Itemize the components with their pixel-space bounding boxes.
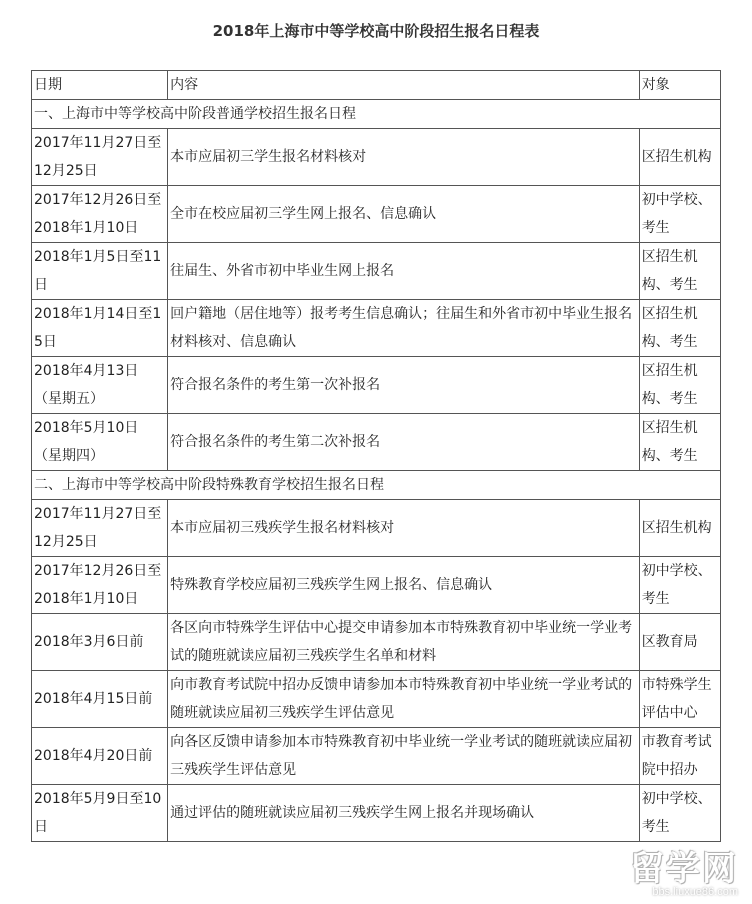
content-cell: 往届生、外省市初中毕业生网上报名	[168, 243, 640, 300]
table-row	[32, 186, 721, 243]
target-cell: 区招生机构、考生	[639, 300, 720, 357]
content-cell: 通过评估的随班就读应届初三残疾学生网上报名并现场确认	[168, 785, 640, 842]
content-cell: 本市应届初三残疾学生报名材料核对	[168, 500, 640, 557]
target-cell: 区招生机构、考生	[639, 243, 720, 300]
target-cell: 初中学校、考生	[639, 785, 720, 842]
date-cell: 2018年4月20日前	[32, 728, 168, 785]
content-cell: 本市应届初三学生报名材料核对	[168, 129, 640, 186]
target-cell: 区教育局	[639, 614, 720, 671]
site-watermark	[630, 841, 738, 898]
content-cell: 各区向市特殊学生评估中心提交申请参加本市特殊教育初中毕业统一学业考试的随班就读应届初三残疾学生名单和材料	[168, 614, 640, 671]
target-cell: 市特殊学生评估中心	[639, 671, 720, 728]
section-row	[32, 471, 721, 500]
table-row	[32, 785, 721, 842]
content-cell: 特殊教育学校应届初三残疾学生网上报名、信息确认	[168, 557, 640, 614]
date-cell: 2017年12月26日至2018年1月10日	[32, 186, 168, 243]
table-row	[32, 500, 721, 557]
content-cell: 向市教育考试院中招办反馈申请参加本市特殊教育初中毕业统一学业考试的随班就读应届初三残疾学生评估意见	[168, 671, 640, 728]
table-row	[32, 129, 721, 186]
header-date: 日期	[32, 71, 168, 100]
target-cell: 区招生机构	[639, 129, 720, 186]
table-row	[32, 728, 721, 785]
table-row	[32, 357, 721, 414]
date-cell: 2018年1月5日至11日	[32, 243, 168, 300]
content-cell: 符合报名条件的考生第一次补报名	[168, 357, 640, 414]
header-row	[32, 71, 721, 100]
target-cell: 区招生机构、考生	[639, 357, 720, 414]
section-title-special: 二、上海市中等学校高中阶段特殊教育学校招生报名日程	[32, 471, 721, 500]
target-cell: 区招生机构、考生	[639, 414, 720, 471]
watermark-logo-text: 留学网	[630, 849, 738, 889]
date-cell: 2018年5月9日至10日	[32, 785, 168, 842]
table-row	[32, 300, 721, 357]
content-cell: 回户籍地（居住地等）报考考生信息确认；往届生和外省市初中毕业生报名材料核对、信息确认	[168, 300, 640, 357]
section-title-general: 一、上海市中等学校高中阶段普通学校招生报名日程	[32, 100, 721, 129]
table-row	[32, 414, 721, 471]
date-cell: 2017年11月27日至12月25日	[32, 500, 168, 557]
target-cell: 初中学校、考生	[639, 557, 720, 614]
date-cell: 2018年1月14日至15日	[32, 300, 168, 357]
date-cell: 2017年12月26日至2018年1月10日	[32, 557, 168, 614]
date-cell: 2018年3月6日前	[32, 614, 168, 671]
content-cell: 符合报名条件的考生第二次补报名	[168, 414, 640, 471]
date-cell: 2018年4月15日前	[32, 671, 168, 728]
target-cell: 市教育考试院中招办	[639, 728, 720, 785]
target-cell: 初中学校、考生	[639, 186, 720, 243]
header-content: 内容	[168, 71, 640, 100]
content-cell: 全市在校应届初三学生网上报名、信息确认	[168, 186, 640, 243]
target-cell: 区招生机构	[639, 500, 720, 557]
date-cell: 2017年11月27日至12月25日	[32, 129, 168, 186]
table-row	[32, 557, 721, 614]
page-title: 2018年上海市中等学校高中阶段招生报名日程表	[212, 22, 540, 40]
header-target: 对象	[639, 71, 720, 100]
watermark-url: bbs.liuxue86.com	[652, 886, 738, 898]
date-cell: 2018年4月13日（星期五）	[32, 357, 168, 414]
table-row	[32, 243, 721, 300]
section-row	[32, 100, 721, 129]
table-row	[32, 614, 721, 671]
schedule-table	[31, 70, 721, 842]
content-cell: 向各区反馈申请参加本市特殊教育初中毕业统一学业考试的随班就读应届初三残疾学生评估意见	[168, 728, 640, 785]
table-row	[32, 671, 721, 728]
date-cell: 2018年5月10日（星期四）	[32, 414, 168, 471]
